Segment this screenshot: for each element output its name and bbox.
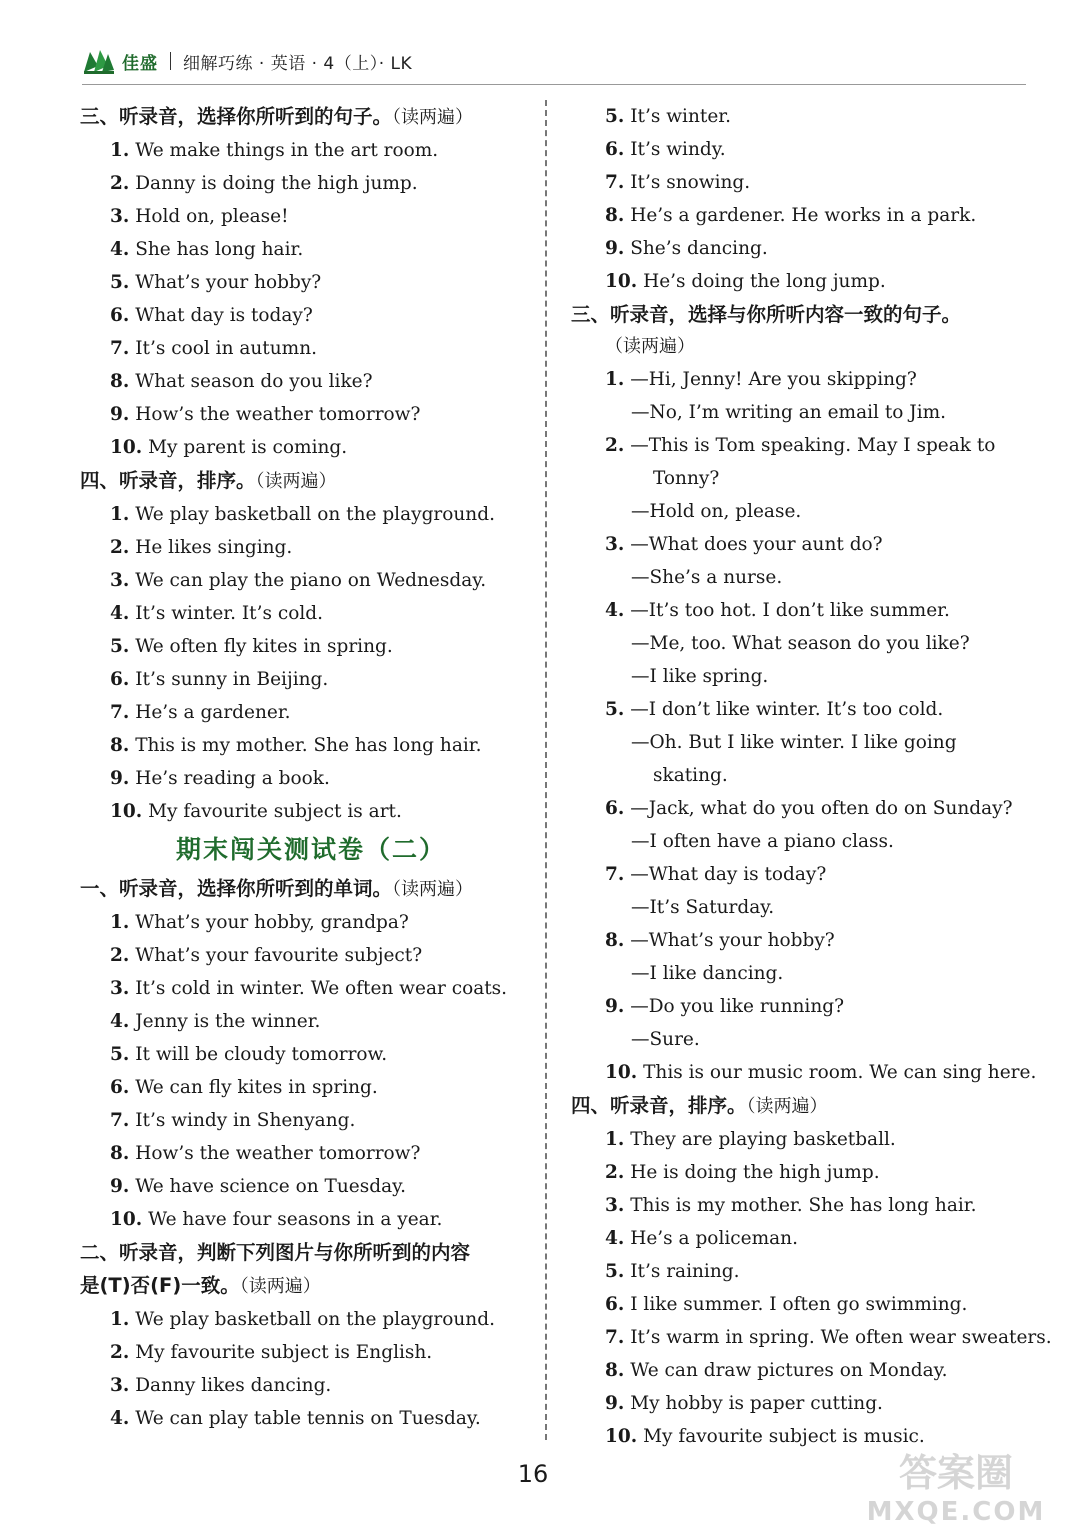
list-item (575, 133, 1030, 166)
item-text: This is my mother. She has long hair. (135, 735, 482, 756)
item-text: He is doing the high jump. (630, 1162, 880, 1183)
item-text: He likes singing. (135, 537, 293, 558)
dialogue-item: 7. —What day is today? —It’s Saturday. (605, 864, 827, 918)
item-number: 9. (605, 238, 625, 259)
item-text: I like summer. I often go swimming. (630, 1294, 968, 1315)
item-text: We can play table tennis on Tuesday. (135, 1408, 481, 1429)
item-number: 3. (110, 206, 130, 227)
item-number: 3. (110, 1375, 130, 1396)
list-item (80, 1104, 530, 1137)
list-item (575, 100, 1030, 133)
item-number: 5. (110, 636, 130, 657)
item-number: 4. (110, 1408, 130, 1429)
list-item (80, 1336, 530, 1369)
item-text: My hobby is paper cutting. (630, 1393, 883, 1414)
item-number: 3. (110, 978, 130, 999)
list-item (80, 1303, 530, 1336)
item-text: It’s windy in Shenyang. (135, 1110, 356, 1131)
list-item (80, 1137, 530, 1170)
list-item (575, 199, 1030, 232)
item-text: It’s warm in spring. We often wear sweaters. (630, 1327, 1052, 1348)
series-title: 细解巧练 · 英语 · 4（上）· LK (183, 53, 413, 74)
item-text: It’s snowing. (630, 172, 751, 193)
item-number: 5. (110, 272, 130, 293)
item-text: Danny likes dancing. (135, 1375, 332, 1396)
list-item (80, 1071, 530, 1104)
item-number: 8. (605, 205, 625, 226)
item-text: We can play the piano on Wednesday. (135, 570, 487, 591)
dialogue-item: 2. —This is Tom speaking. May I speak to Tonny? —Hold on, please. (605, 435, 996, 522)
column-divider (545, 100, 547, 1440)
item-number: 3. (110, 570, 130, 591)
dialogue-item: 10. This is our music room. We can sing here. (605, 1062, 1037, 1083)
item-number: 2. (110, 537, 130, 558)
dialogue-item: 6. —Jack, what do you often do on Sunday? —I often have a piano class. (605, 798, 1013, 852)
dialogue-item: 5. —I don’t like winter. It’s too cold. —Oh. But I like winter. I like going skating. (605, 699, 957, 786)
list-item (80, 134, 530, 167)
item-text: What’s your hobby? (135, 272, 322, 293)
item-number: 1. (110, 140, 130, 161)
item-number: 5. (605, 1261, 625, 1282)
item-text: What season do you like? (135, 371, 373, 392)
dialogue-item: 9. —Do you like running? —Sure. (605, 996, 845, 1050)
item-number: 10. (605, 1426, 638, 1447)
list-item (80, 1203, 530, 1236)
item-text: We have four seasons in a year. (148, 1209, 443, 1230)
item-text: What’s your favourite subject? (135, 945, 423, 966)
list-item (575, 1354, 1030, 1387)
item-number: 4. (110, 603, 130, 624)
list-item (80, 630, 530, 663)
item-text: It’s windy. (630, 139, 726, 160)
item-text: It’s winter. It’s cold. (135, 603, 323, 624)
header-rule (82, 84, 1026, 85)
dialogue-item: 8. —What’s your hobby? —I like dancing. (605, 930, 835, 984)
item-list (575, 100, 1030, 298)
list-item (575, 1321, 1052, 1354)
item-text: This is my mother. She has long hair. (630, 1195, 977, 1216)
section-note: （读两遍） (605, 336, 695, 357)
list-item (80, 597, 530, 630)
list-item (80, 167, 530, 200)
item-number: 6. (605, 139, 625, 160)
item-text: We have science on Tuesday. (135, 1176, 406, 1197)
list-item (575, 1123, 1030, 1156)
item-number: 3. (605, 1195, 625, 1216)
item-list (80, 498, 530, 828)
left-column (80, 100, 530, 1435)
item-number: 5. (605, 106, 625, 127)
item-number: 6. (110, 1077, 130, 1098)
right-column (571, 100, 1052, 1453)
item-text: He’s a gardener. He works in a park. (630, 205, 977, 226)
list-item (80, 1038, 530, 1071)
item-number: 8. (110, 1143, 130, 1164)
item-number: 9. (110, 768, 130, 789)
item-number: 4. (605, 1228, 625, 1249)
item-number: 7. (110, 338, 130, 359)
item-text: We often fly kites in spring. (135, 636, 393, 657)
item-number: 1. (110, 504, 130, 525)
item-number: 2. (110, 173, 130, 194)
item-number: 4. (110, 239, 130, 260)
item-number: 1. (110, 1309, 130, 1330)
dialogue-item: 3. —What does your aunt do? —She’s a nurse. (605, 534, 883, 588)
list-item (80, 1369, 530, 1402)
item-number: 6. (110, 669, 130, 690)
item-text: We can draw pictures on Monday. (630, 1360, 948, 1381)
section-heading: 四、听录音，排序。（读两遍） (80, 469, 337, 492)
list-item (575, 1189, 1030, 1222)
item-number: 8. (110, 371, 130, 392)
item-number: 1. (605, 1129, 625, 1150)
list-item (80, 1402, 530, 1435)
list-item (80, 332, 530, 365)
list-item (575, 1387, 1030, 1420)
list-item (575, 232, 1030, 265)
item-list (80, 906, 530, 1236)
item-number: 7. (605, 1327, 625, 1348)
item-number: 9. (110, 404, 130, 425)
header-separator (170, 52, 171, 70)
list-item (80, 299, 530, 332)
item-text: It will be cloudy tomorrow. (135, 1044, 388, 1065)
list-item (80, 663, 530, 696)
list-item (80, 431, 530, 464)
list-item (80, 398, 530, 431)
list-item (80, 564, 530, 597)
item-text: He’s a policeman. (630, 1228, 798, 1249)
item-text: What’s your hobby, grandpa? (135, 912, 409, 933)
item-text: She has long hair. (135, 239, 304, 260)
section-heading: 四、听录音，排序。（读两遍） (571, 1094, 828, 1117)
item-number: 10. (110, 801, 143, 822)
test-title: 期末闯关测试卷（二） (175, 835, 446, 864)
list-item (80, 200, 530, 233)
list-item (80, 729, 530, 762)
item-number: 8. (110, 735, 130, 756)
item-number: 7. (605, 172, 625, 193)
item-text: He’s reading a book. (135, 768, 330, 789)
section-heading: 一、听录音，选择你所听到的单词。（读两遍） (80, 877, 474, 900)
item-text: It’s cool in autumn. (135, 338, 317, 359)
dialogue-item: 4. —It’s too hot. I don’t like summer. —Me, too. What season do you like? —I like spring. (605, 600, 970, 687)
item-text: What day is today? (135, 305, 313, 326)
item-text: He’s a gardener. (135, 702, 291, 723)
list-item (80, 266, 530, 299)
item-number: 6. (110, 305, 130, 326)
item-text: My favourite subject is art. (148, 801, 402, 822)
svg-text:答案圈: 答案圈 (898, 1451, 1014, 1495)
item-number: 8. (605, 1360, 625, 1381)
item-number: 10. (110, 437, 143, 458)
item-text: How’s the weather tomorrow? (135, 1143, 421, 1164)
list-item (80, 498, 530, 531)
item-list (575, 1123, 1052, 1453)
item-text: Hold on, please! (135, 206, 289, 227)
item-text: How’s the weather tomorrow? (135, 404, 421, 425)
item-number: 10. (110, 1209, 143, 1230)
item-text: My favourite subject is English. (135, 1342, 433, 1363)
list-item (80, 906, 530, 939)
section-heading: 二、听录音，判断下列图片与你所听到的内容 (80, 1241, 471, 1264)
item-number: 9. (605, 1393, 625, 1414)
page-header (82, 44, 412, 78)
section-heading-cont: 是(T)否(F)一致。（读两遍） (80, 1274, 321, 1297)
list-item (80, 365, 530, 398)
item-list (80, 134, 530, 464)
item-text: It’s raining. (630, 1261, 740, 1282)
list-item (80, 762, 530, 795)
item-text: Jenny is the winner. (135, 1011, 321, 1032)
item-number: 9. (110, 1176, 130, 1197)
list-item (575, 1222, 1030, 1255)
item-number: 6. (605, 1294, 625, 1315)
list-item (80, 1170, 530, 1203)
list-item (80, 696, 530, 729)
item-text: My parent is coming. (148, 437, 348, 458)
item-number: 7. (110, 702, 130, 723)
list-item (80, 939, 530, 972)
item-text: It’s sunny in Beijing. (135, 669, 329, 690)
list-item (575, 166, 1030, 199)
item-number: 7. (110, 1110, 130, 1131)
item-number: 2. (110, 1342, 130, 1363)
item-text: We make things in the art room. (135, 140, 439, 161)
item-number: 2. (605, 1162, 625, 1183)
item-text: It’s cold in winter. We often wear coats. (135, 978, 508, 999)
item-number: 2. (110, 945, 130, 966)
list-item (80, 795, 530, 828)
item-text: She’s dancing. (630, 238, 768, 259)
list-item (80, 233, 530, 266)
book-logo-icon (82, 46, 116, 76)
list-item (575, 1288, 1030, 1321)
page-number: 16 (517, 1460, 549, 1488)
section-heading: 三、听录音，选择你所听到的句子。（读两遍） (80, 105, 474, 128)
item-text: We can fly kites in spring. (135, 1077, 378, 1098)
list-item (575, 265, 1030, 298)
list-item (575, 1156, 1030, 1189)
item-text: They are playing basketball. (630, 1129, 896, 1150)
list-item (80, 531, 530, 564)
list-item (80, 972, 530, 1005)
list-item (575, 1255, 1030, 1288)
item-number: 1. (110, 912, 130, 933)
item-list (80, 1303, 530, 1435)
item-text: We play basketball on the playground. (135, 1309, 495, 1330)
item-number: 4. (110, 1011, 130, 1032)
dialogue-item: 1. —Hi, Jenny! Are you skipping? —No, I’m writing an email to Jim. (605, 369, 947, 423)
brand-name: 佳盛 (122, 53, 158, 74)
watermark-logo (856, 1442, 1056, 1528)
item-text: We play basketball on the playground. (135, 504, 495, 525)
item-text: He’s doing the long jump. (643, 271, 886, 292)
list-item (80, 1005, 530, 1038)
item-number: 5. (110, 1044, 130, 1065)
item-text: Danny is doing the high jump. (135, 173, 418, 194)
item-number: 10. (605, 271, 638, 292)
item-text: It’s winter. (630, 106, 731, 127)
svg-text:MXQE.COM: MXQE.COM (866, 1497, 1046, 1527)
section-heading: 三、听录音，选择与你所听内容一致的句子。 (571, 303, 962, 326)
item-text: My favourite subject is music. (643, 1426, 925, 1447)
